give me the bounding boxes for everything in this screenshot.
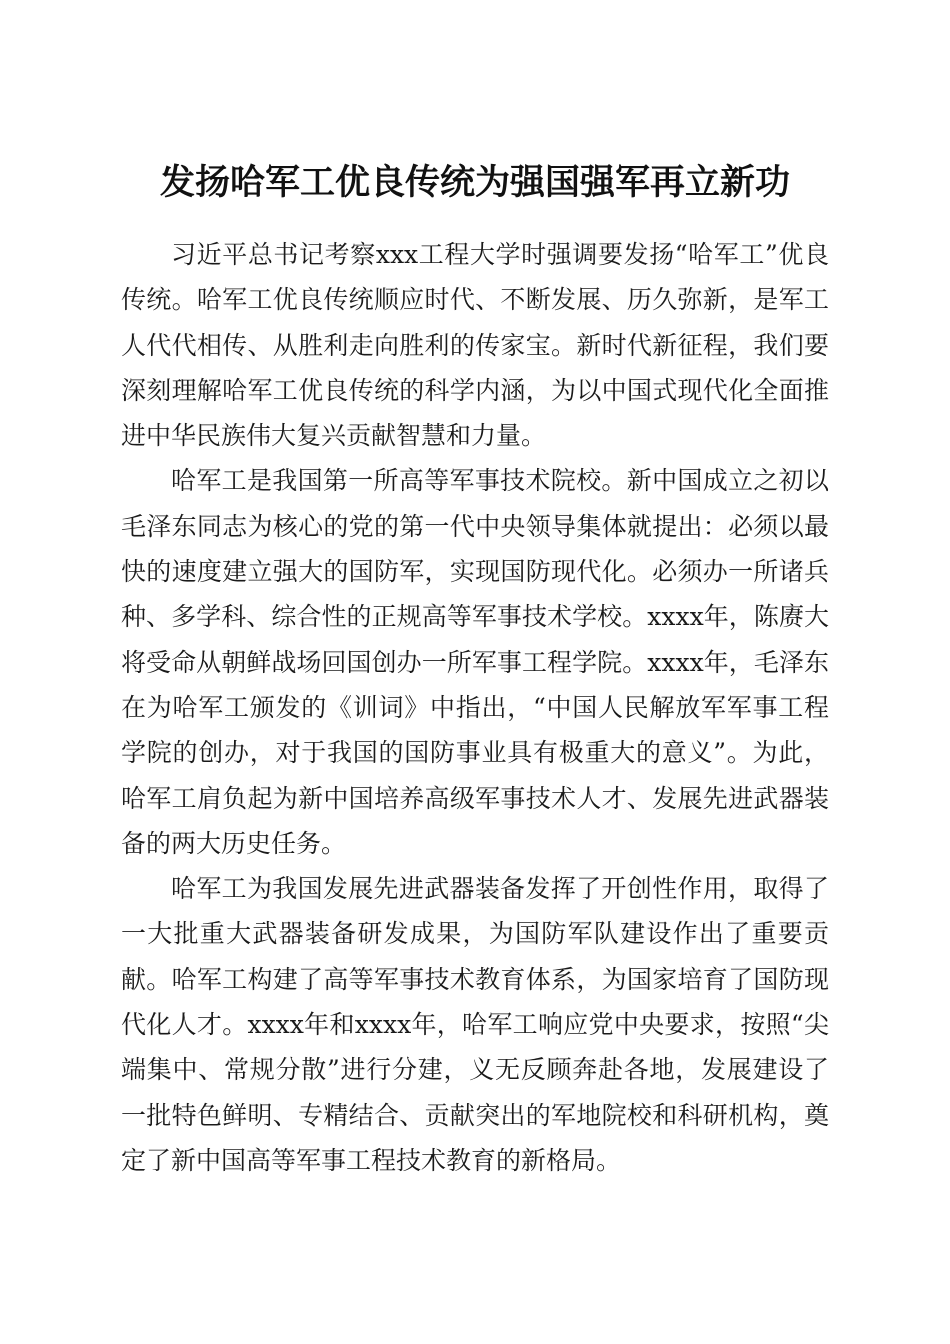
document-body [121, 232, 829, 1183]
paragraph-intro: 习近平总书记考察xxx工程大学时强调要发扬“哈军工”优良传统。哈军工优良传统顺应时代、不断发展、历久弥新，是军工人代代相传、从胜利走向胜利的传家宝。新时代新征程，我们要深刻理解哈军工优良传统的科学内涵，为以中国式现代化全面推进中华民族伟大复兴贡献智慧和力量。 [121, 240, 829, 451]
paragraph-contributions: 哈军工为我国发展先进武器装备发挥了开创性作用，取得了一大批重大武器装备研发成果，为国防军队建设作出了重要贡献。哈军工构建了高等军事技术教育体系，为国家培育了国防现代化人才。xxxx年和xxxx年，哈军工响应党中央要求，按照“尖端集中、常规分散”进行分建，义无反顾奔赴各地，发展建设了一批特色鲜明、专精结合、贡献突出的军地院校和科研机构，奠定了新中国高等军事工程技术教育的新格局。 [121, 874, 829, 1175]
paragraph-history: 哈军工是我国第一所高等军事技术院校。新中国成立之初以毛泽东同志为核心的党的第一代中央领导集体就提出：必须以最快的速度建立强大的国防军，实现国防现代化。必须办一所诸兵种、多学科、综合性的正规高等军事技术学校。xxxx年，陈赓大将受命从朝鲜战场回国创办一所军事工程学院。xxxx年，毛泽东在为哈军工颁发的《训词》中指出，“中国人民解放军军事工程学院的创办，对于我国的国防事业具有极重大的意义”。为此，哈军工肩负起为新中国培养高级军事技术人才、发展先进武器装备的两大历史任务。 [121, 466, 829, 858]
document-title: 发扬哈军工优良传统为强国强军再立新功 [159, 162, 790, 204]
